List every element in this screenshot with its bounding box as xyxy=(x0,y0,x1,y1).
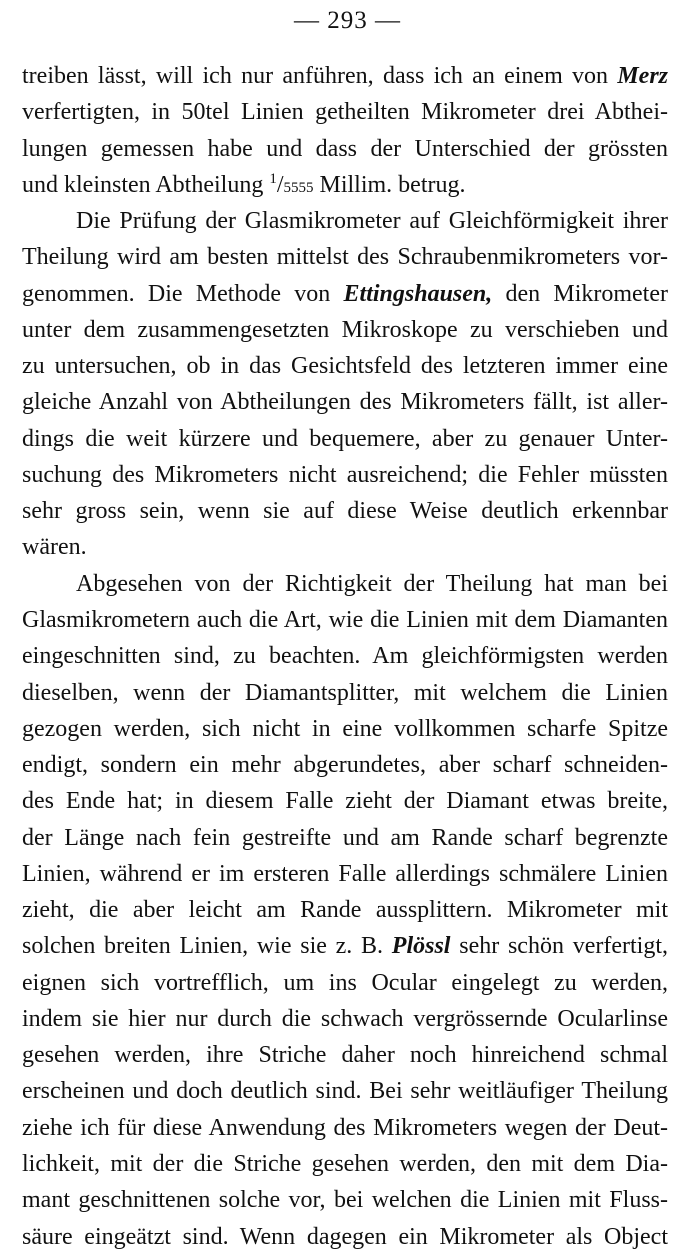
text-segment: treiben lässt, will ich nur anführen, dass ich an einem von xyxy=(22,63,618,89)
text-line xyxy=(22,638,668,674)
text-segment: solchen breiten Linien, wie sie z. B. xyxy=(22,933,392,960)
text-segment: und kleinsten Abtheilung xyxy=(22,171,270,198)
italic-name-text: Plössl xyxy=(391,933,451,960)
text-line xyxy=(22,529,668,565)
text-segment: dieselben, wenn der Diamantsplitter, mit welchem die Linien xyxy=(22,679,668,706)
text-segment: sehr gross sein, wenn sie auf diese Weise deutlich erkennbar xyxy=(22,498,668,525)
text-line xyxy=(22,892,668,928)
text-segment: den Mikrometer xyxy=(492,280,668,307)
text-segment: gleiche Anzahl von Abtheilungen des Mikrometers fällt, ist aller- xyxy=(22,389,668,416)
italic-name-text: Merz xyxy=(617,63,668,89)
text-segment: eignen sich vortrefflich, um ins Ocular eingelegt zu werden, xyxy=(22,969,668,996)
text-line xyxy=(22,58,668,94)
text-line xyxy=(22,783,668,819)
text-segment: sehr schön verfertigt, xyxy=(450,933,668,960)
text-segment: der Länge nach fein gestreifte und am Rande scharf begrenzte xyxy=(22,824,668,851)
text-line xyxy=(22,1182,668,1218)
text-line xyxy=(22,384,668,420)
text-segment: Die Prüfung der Glasmikrometer auf Gleichförmigkeit ihrer xyxy=(76,208,668,235)
text-segment: verfertigten, in 50tel Linien getheilten Mikrometer drei Abthei- xyxy=(22,99,668,126)
text-line xyxy=(22,820,668,856)
text-segment: 5555 xyxy=(283,179,314,196)
page-number: — 293 — xyxy=(294,7,401,34)
text-segment: säure eingeätzt sind. Wenn dagegen ein Mikrometer als Object xyxy=(22,1223,668,1250)
text-segment: des Ende hat; in diesem Falle zieht der Diamant etwas breite, xyxy=(22,788,668,815)
text-segment: dings die weit kürzere und bequemere, aber zu genauer Unter- xyxy=(22,425,668,452)
text-line xyxy=(22,1073,668,1109)
text-line xyxy=(22,94,668,130)
text-segment: eingeschnitten sind, zu beachten. Am gleichförmigsten werden xyxy=(22,643,668,670)
body-text xyxy=(22,58,668,1255)
text-line xyxy=(22,239,668,275)
text-segment: zieht, die aber leicht am Rande aussplittern. Mikrometer mit xyxy=(22,897,668,924)
text-segment: lungen gemessen habe und dass der Unterschied der grössten xyxy=(22,135,668,162)
text-segment: wären. xyxy=(22,534,87,561)
text-segment: / xyxy=(276,171,284,198)
text-segment: unter dem zusammengesetzten Mikroskope zu verschieben und xyxy=(22,316,668,343)
text-segment: Millim. betrug. xyxy=(313,171,466,198)
text-line xyxy=(22,566,668,602)
text-line xyxy=(22,1001,668,1037)
text-segment: gesehen werden, ihre Striche daher noch hinreichend schmal xyxy=(22,1042,668,1069)
text-line xyxy=(22,457,668,493)
text-line xyxy=(22,312,668,348)
text-segment: genommen. Die Methode von xyxy=(22,280,344,307)
text-segment: Theilung wird am besten mittelst des Schraubenmikrometers vor- xyxy=(22,244,668,271)
text-segment: lichkeit, mit der die Striche gesehen werden, den mit dem Dia- xyxy=(22,1150,668,1177)
text-segment: 1 xyxy=(269,170,277,187)
text-line xyxy=(22,675,668,711)
text-segment: Glasmikrometern auch die Art, wie die Linien mit dem Diamanten xyxy=(22,606,668,633)
text-line xyxy=(22,711,668,747)
italic-name-text: Ettingshausen, xyxy=(343,280,493,307)
text-segment: Linien, während er im ersteren Falle allerdings schmälere Linien xyxy=(22,860,668,887)
text-line xyxy=(22,1146,668,1182)
text-line xyxy=(22,421,668,457)
text-line xyxy=(22,747,668,783)
text-line xyxy=(22,131,668,167)
text-segment: zu untersuchen, ob in das Gesichtsfeld des letzteren immer eine xyxy=(22,353,668,380)
text-line xyxy=(22,167,668,203)
text-line xyxy=(22,965,668,1001)
text-line xyxy=(22,276,668,312)
text-line xyxy=(22,493,668,529)
text-line xyxy=(22,928,668,964)
text-line xyxy=(22,203,668,239)
text-line xyxy=(22,1219,668,1255)
text-segment: ziehe ich für diese Anwendung des Mikrometers wegen der Deut- xyxy=(22,1114,668,1141)
text-line xyxy=(22,1110,668,1146)
text-segment: erscheinen und doch deutlich sind. Bei sehr weitläufiger Theilung xyxy=(22,1078,668,1105)
text-segment: indem sie hier nur durch die schwach vergrössernde Ocularlinse xyxy=(22,1005,668,1032)
text-segment: gezogen werden, sich nicht in eine vollkommen scharfe Spitze xyxy=(22,715,668,742)
text-line xyxy=(22,602,668,638)
text-line xyxy=(22,348,668,384)
text-line xyxy=(22,1037,668,1073)
text-segment: Abgesehen von der Richtigkeit der Theilung hat man bei xyxy=(76,570,668,597)
text-segment: mant geschnittenen solche vor, bei welchen die Linien mit Fluss- xyxy=(22,1187,668,1214)
text-line xyxy=(22,856,668,892)
text-segment: suchung des Mikrometers nicht ausreichend; die Fehler müssten xyxy=(22,461,668,488)
text-segment: endigt, sondern ein mehr abgerundetes, aber scharf schneiden- xyxy=(22,752,668,779)
